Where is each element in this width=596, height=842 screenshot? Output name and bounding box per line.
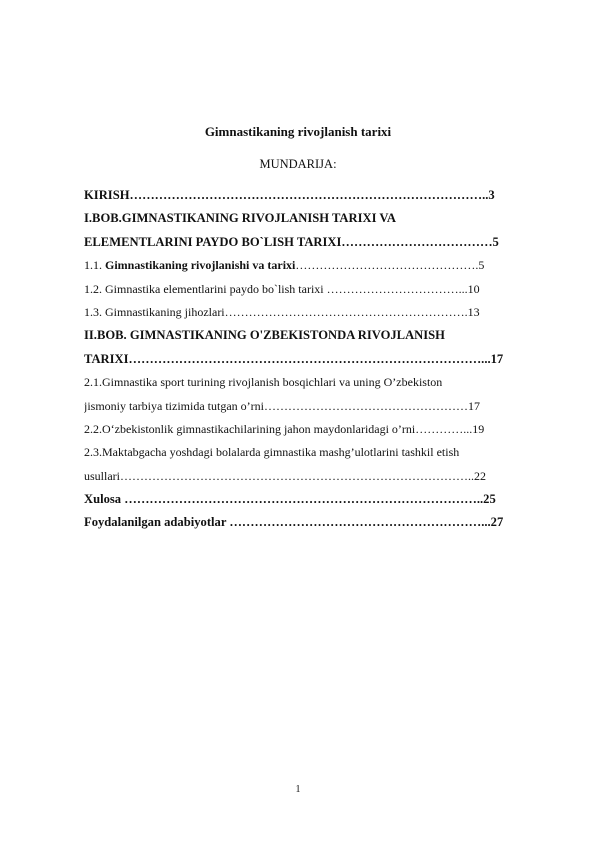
toc-entry-chapter-2-line-1: II.BOB. GIMNASTIKANING O'ZBEKISTONDA RIVOJLANISH <box>84 328 445 343</box>
toc-entry-2-3-line-2: usullari……………………………………………………………………………..22 <box>84 468 486 483</box>
toc-entry-1-1 <box>84 254 556 277</box>
toc-entry-2-1-line-2: jismoniy tarbiya tizimida tutgan o’rni……………………………………………17 <box>84 398 480 413</box>
table-of-contents <box>84 184 556 535</box>
toc-entry-kirish: KIRISH…………………………………………………………………………..3 <box>84 188 495 202</box>
toc-entry-1-3: 1.3. Gimnastikaning jihozlari…………………………………………………….13 <box>84 304 480 319</box>
document-title: Gimnastikaning rivojlanish tarixi <box>204 124 392 139</box>
toc-entry-chapter-1-line-2: ELEMENTLARINI PAYDO BO`LISH TARIXI………………………………5 <box>84 234 499 249</box>
toc-entry-1-1-title: Gimnastikaning rivojlanishi va tarixi <box>105 258 296 273</box>
toc-entry-1-1-number: 1.1. <box>84 258 105 273</box>
toc-entry-2-3-line-1: 2.3.Maktabgacha yoshdagi bolalarda gimnastika mashg’ulotlarini tashkil etish <box>84 445 460 460</box>
toc-entry-xulosa: Xulosa …………………………………………………………………………..25 <box>84 492 496 507</box>
toc-entry-2-1-line-1: 2.1.Gimnastika sport turining rivojlanish bosqichlari va uning O’zbekiston <box>84 375 443 390</box>
toc-entry-chapter-2-line-2: TARIXI…………………………………………………………………………...17 <box>84 351 504 366</box>
toc-entry-1-1-leader: ……………………………………….5 <box>295 258 485 273</box>
toc-entry-references: Foydalanilgan adabiyotlar ……………………………………………………...27 <box>84 515 504 530</box>
toc-entry-2-2: 2.2.O‘zbekistonlik gimnastikachilarining jahon maydonlaridagi o’rni…………...19 <box>84 421 485 436</box>
page-number: 1 <box>295 784 301 795</box>
toc-entry-chapter-1-line-1: I.BOB.GIMNASTIKANING RIVOJLANISH TARIXI VA <box>84 211 396 226</box>
toc-entry-1-2: 1.2. Gimnastika elementlarini paydo bo`lish tarixi ……………………………...10 <box>84 281 480 296</box>
toc-heading: MUNDARIJA: <box>259 157 337 171</box>
